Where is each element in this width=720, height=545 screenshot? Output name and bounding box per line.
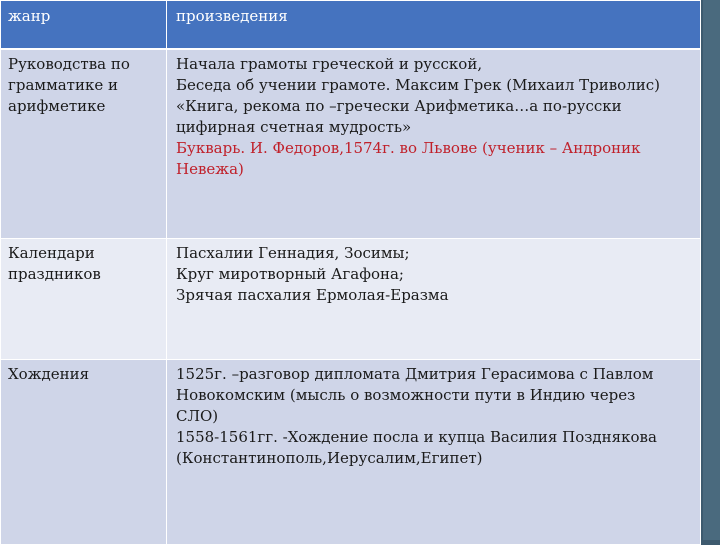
table-row: [1, 239, 701, 360]
genre-line: Календари: [8, 244, 95, 262]
works-line: Новокомским (мысль о возможности пути в Индию через: [176, 386, 636, 404]
works-cell: [167, 239, 701, 360]
table-header-row: [1, 1, 701, 50]
works-line-highlight: Невежа): [176, 160, 244, 178]
header-works: произведения: [167, 1, 701, 50]
works-line: (Константинополь,Иерусалим,Египет): [176, 449, 483, 467]
works-line: цифирная счетная мудрость»: [176, 118, 412, 136]
genre-cell: [1, 239, 167, 360]
table-row: [1, 360, 701, 545]
works-line: Зрячая пасхалия Ермолая-Еразма: [176, 286, 449, 304]
works-cell: [167, 360, 701, 545]
genre-line: арифметике: [8, 97, 106, 115]
slide-right-band: [703, 0, 720, 540]
works-line: Круг миротворный Агафона;: [176, 265, 404, 283]
works-line: Беседа об учении грамоте. Максим Грек (Михаил Триволис): [176, 76, 660, 94]
genre-cell: [1, 360, 167, 545]
works-line: 1558-1561гг. -Хождение посла и купца Василия Позднякова: [176, 428, 657, 446]
works-line: «Книга, рекома по –гречески Арифметика…а по-русски: [176, 97, 622, 115]
genre-line: грамматике и: [8, 76, 118, 94]
works-line-highlight: Букварь. И. Федоров,1574г. во Львове (ученик – Андроник: [176, 139, 641, 157]
genre-line: праздников: [8, 265, 101, 283]
works-line: Пасхалии Геннадия, Зосимы;: [176, 244, 410, 262]
genre-line: Руководства по: [8, 55, 130, 73]
genre-line: Хождения: [8, 365, 90, 383]
genre-cell: [1, 49, 167, 239]
works-line: СЛО): [176, 407, 219, 425]
header-genre: жанр: [1, 1, 167, 50]
works-cell: [167, 49, 701, 239]
table-row: [1, 49, 701, 239]
works-line: Начала грамоты греческой и русской,: [176, 55, 483, 73]
works-line: 1525г. –разговор дипломата Дмитрия Герасимова с Павлом: [176, 365, 654, 383]
